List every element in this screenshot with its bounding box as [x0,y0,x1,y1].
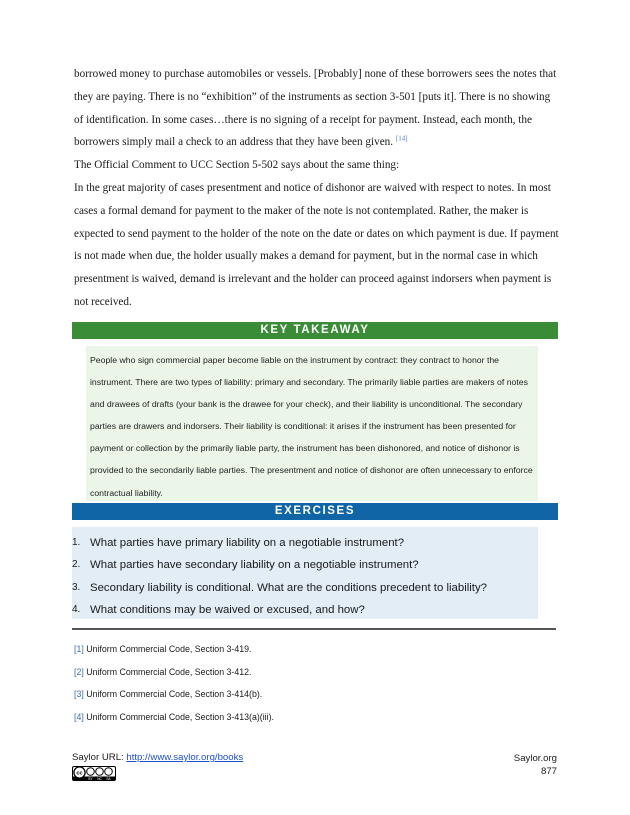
paragraph-1 [74,63,560,154]
by-person-icon [87,768,95,776]
key-takeaway-box [86,346,538,501]
footer-page-info [514,752,557,778]
footnote-text: Uniform Commercial Code, Section 3-414(b). [83,689,263,700]
exercise-text: What parties have primary liability on a negotiable instrument? [90,537,405,549]
footnote-link-14[interactable]: [14] [395,134,408,143]
footer-url-label: Saylor URL: [72,752,127,763]
license-nc-text: NC [97,777,102,781]
exercise-text: What conditions may be waived or excused, and how? [90,604,365,617]
exercise-item [72,554,538,576]
footnote-divider [72,628,556,630]
exercise-text: What parties have secondary liability on a negotiable instrument? [90,559,419,572]
footnote-ref-link[interactable]: [1] [74,644,84,654]
body-text [74,63,560,314]
footnote [74,706,554,729]
exercise-number: 1. [72,537,81,548]
key-takeaway-heading: KEY TAKEAWAY [72,322,558,339]
key-takeaway-text: People who sign commercial paper become liable on the instrument by contract: they contract to honor the instrument. There are two types of liability: primary and secondary. The primarily liable parties are makers of notes and drawees of drafts (your bank is the drawee for your check), and their liability is unconditional. The secondary parties are drawers and indorsers. Their liability is conditional: it arises if the instrument has been presented for payment or collection by the primarily liable party, the instrument has been dishonored, and notice of dishonor is provided to the secondarily liable parties. The presentment and notice of dishonor are often unnecessary to enforce contractual liability. [90,355,533,498]
footnote [74,638,554,661]
license-sa-text: SA [106,777,111,781]
exercises-box [72,527,538,619]
exercise-item [72,532,538,554]
footnote-ref-link[interactable]: [3] [74,689,84,700]
exercise-text: Secondary liability is conditional. What are the conditions precedent to liability? [90,581,487,594]
license-by-text: BY [88,777,93,781]
exercise-item [72,577,538,599]
paragraph-2: The Official Comment to UCC Section 5-502 says about the same thing: [74,159,400,172]
nc-dollar-icon [96,768,104,776]
footnote [74,661,554,684]
footnote-text: Uniform Commercial Code, Section 3-413(a)(iii). [83,711,274,722]
page-number: 877 [540,766,557,777]
exercise-number: 3. [72,581,81,593]
footer-site: Saylor.org [513,753,557,764]
footnote-ref-link[interactable]: [4] [74,711,84,722]
cc-license-badge[interactable] [72,766,116,781]
saylor-books-link[interactable]: http://www.saylor.org/books [126,752,244,763]
exercises-heading: EXERCISES [72,503,558,520]
exercise-list [72,527,538,622]
exercise-item [72,599,538,621]
footnotes [74,638,554,728]
cc-logo-text: cc [76,770,83,777]
paragraph-3: In the great majority of cases presentment and notice of dishonor are waived with respect to notes. In most cases a formal demand for payment to the maker of the note is not contemplated. Rather, the maker is expected to send payment to the holder of the note on the date or dates on which payment is due. If payment is not made when due, the holder usually makes a demand for payment, but in the normal case in which presentment is waived, demand is irrelevant and the holder can proceed against indorsers when payment is not received. [74,181,559,308]
footnote-text: Uniform Commercial Code, Section 3-419. [83,644,252,654]
sa-share-icon [105,768,113,776]
exercise-number: 2. [72,559,81,571]
paragraph-1-text: borrowed money to purchase automobiles or vessels. [Probably] none of these borrowers sees the notes that they are paying. There is no “exhibition” of the instruments as section 3-501 [puts it]. There is no showing of identification. In some cases…there is no signing of a receipt for payment. Instead, each month, the borrowers simply mail a check to an address that they have been given. [74,68,557,149]
footnote [74,683,554,706]
footnote-ref-link[interactable]: [2] [74,666,84,677]
footer-source [72,752,243,763]
footnote-text: Uniform Commercial Code, Section 3-412. [83,666,252,677]
exercise-number: 4. [72,604,81,616]
